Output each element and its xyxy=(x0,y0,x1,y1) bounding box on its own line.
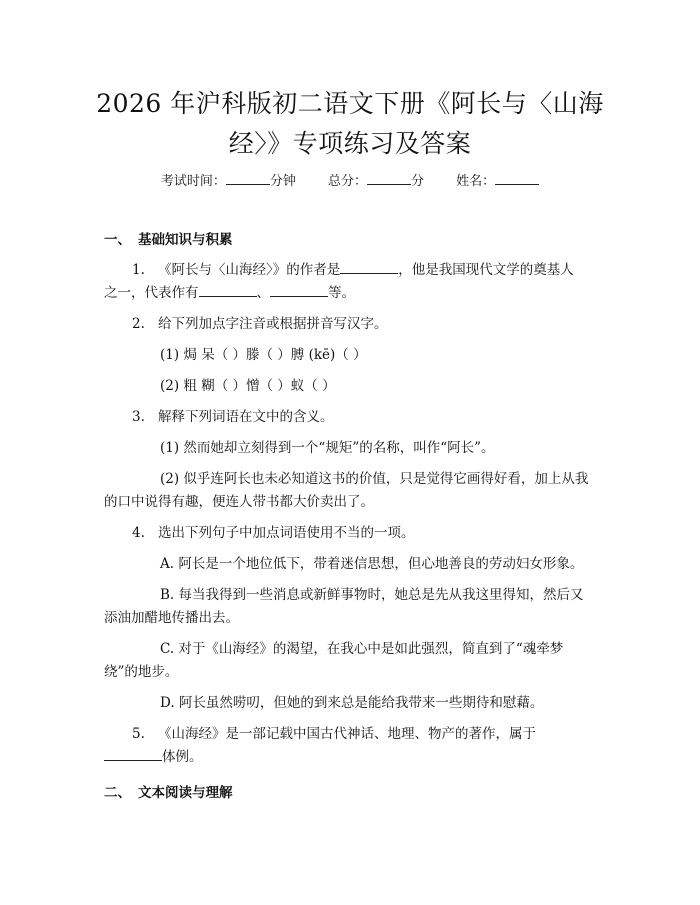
question-4 xyxy=(104,522,602,545)
section-number: 一、 xyxy=(104,232,131,248)
q4-option-b xyxy=(104,584,602,630)
title-line-2: 经〉》专项练习及答案 xyxy=(228,129,472,158)
section-number: 二、 xyxy=(104,785,131,801)
question-number: 1. xyxy=(132,262,145,278)
exam-name xyxy=(456,174,539,189)
q4-option-c xyxy=(104,638,602,684)
answer-blank xyxy=(199,282,257,297)
question-number: 3. xyxy=(132,409,145,425)
exam-score xyxy=(328,174,424,189)
q4-option-a: A. 阿长是一个地位低下，带着迷信思想，但心地善良的劳动妇女形象。 xyxy=(160,556,584,572)
question-5 xyxy=(104,723,602,769)
exam-meta xyxy=(0,170,700,189)
q4-option-b-line-2: 添油加醋地传播出去。 xyxy=(104,610,239,626)
title-line-1: 2026 年沪科版初二语文下册《阿长与〈山海 xyxy=(96,89,604,118)
q1-text-c: 之一，代表作有 xyxy=(104,285,199,301)
page-title xyxy=(60,84,640,164)
q3-item-1: (1) 然而她却立刻得到一个“规矩”的名称，叫作“阿长”。 xyxy=(160,440,495,456)
question-2 xyxy=(104,313,602,336)
q2-item-1: (1) 焗 呆（ ）滕（ ）膊 (kē)（ ） xyxy=(160,347,367,363)
q1-text-e: 等。 xyxy=(328,285,355,301)
answer-blank xyxy=(104,746,162,761)
q2-text: 给下列加点字注音或根据拼音写汉字。 xyxy=(158,316,388,332)
q4-option-b-line-1: B. 每当我得到一些消息或新鲜事物时，她总是先从我这里得知，然后又 xyxy=(160,587,584,603)
q2-item-2: (2) 粗 糊（ ）憎（ ）蚁（ ） xyxy=(160,378,336,394)
answer-blank xyxy=(340,259,398,274)
question-number: 2. xyxy=(132,316,145,332)
q5-text-b: 体例。 xyxy=(162,749,203,765)
answer-blank xyxy=(270,282,328,297)
score-blank xyxy=(367,172,411,185)
score-label: 总分： xyxy=(327,174,367,189)
question-number: 5. xyxy=(132,726,145,742)
q1-text-b: ，他是我国现代文学的奠基人 xyxy=(398,262,574,278)
q1-text-d: 、 xyxy=(256,285,270,301)
score-unit: 分 xyxy=(411,174,425,189)
q5-text-a: 《山海经》是一部记载中国古代神话、地理、物产的著作，属于 xyxy=(158,726,536,742)
q4-option-c-line-1: C. 对于《山海经》的渴望，在我心中是如此强烈，简直到了“魂牵梦 xyxy=(160,641,564,657)
q1-text-a: 《阿长与〈山海经〉》的作者是 xyxy=(158,262,341,278)
q4-text: 选出下列句子中加点词语使用不当的一项。 xyxy=(158,525,415,541)
name-label: 姓名： xyxy=(456,174,496,189)
q3-text: 解释下列词语在文中的含义。 xyxy=(158,409,334,425)
name-blank xyxy=(495,172,539,185)
question-3 xyxy=(104,406,602,429)
time-blank xyxy=(226,172,270,185)
exam-time xyxy=(161,174,296,189)
question-1 xyxy=(104,259,602,305)
section-title: 文本阅读与理解 xyxy=(138,785,233,801)
q4-option-c-line-2: 绕”的地步。 xyxy=(104,664,179,680)
q3-item-2-line-1: (2) 似乎连阿长也未必知道这书的价值，只是觉得它画得好看，加上从我 xyxy=(160,471,589,487)
question-number: 4. xyxy=(132,525,145,541)
section-heading-2 xyxy=(104,781,233,801)
section-heading-1 xyxy=(104,228,233,248)
time-unit: 分钟 xyxy=(269,174,296,189)
section-title: 基础知识与积累 xyxy=(138,232,233,248)
q3-item-2-line-2: 的口中说得有趣，便连人带书都大价卖出了。 xyxy=(104,494,374,510)
q3-item-2 xyxy=(104,468,602,514)
q4-option-d: D. 阿长虽然唠叨，但她的到来总是能给我带来一些期待和慰藉。 xyxy=(160,695,544,711)
time-label: 考试时间： xyxy=(160,174,226,189)
